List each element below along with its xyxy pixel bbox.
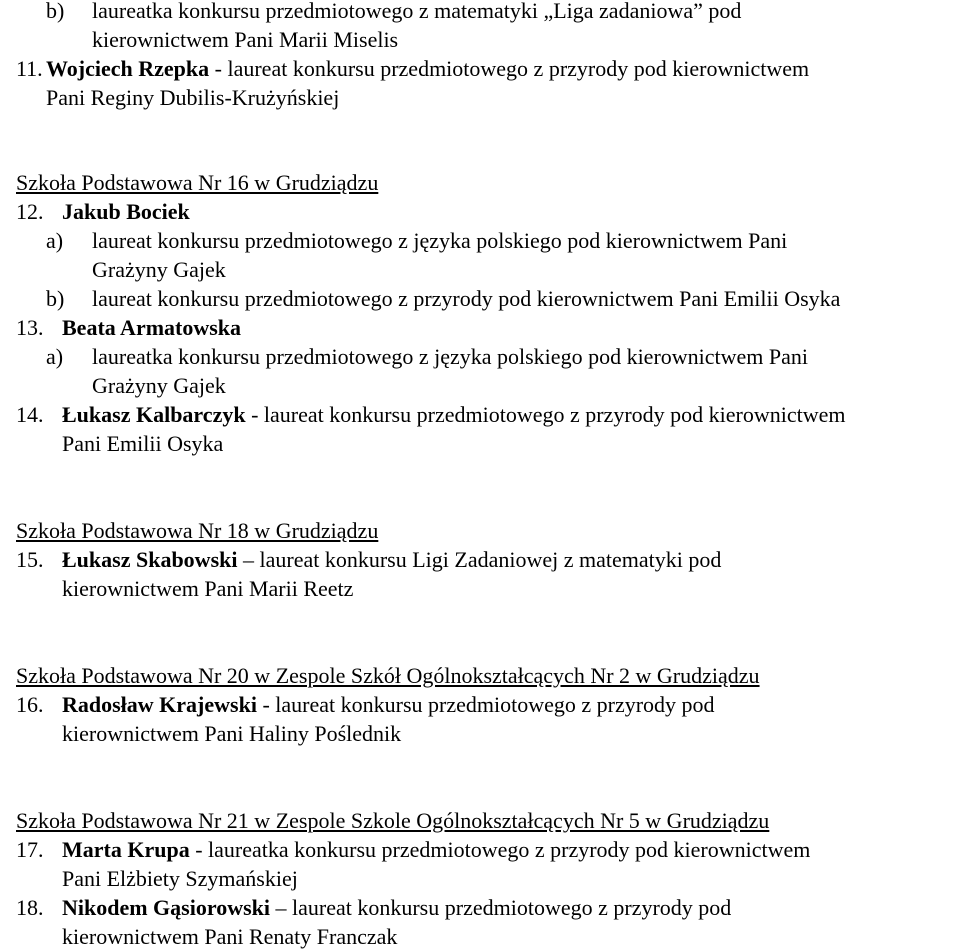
sub-item-text: laureat konkursu przedmiotowego z języka polskiego pod kierownictwem Pani <box>92 228 788 253</box>
item-number: 12. <box>16 199 44 224</box>
laureate-name: Radosław Krajewski <box>62 692 257 717</box>
laureate-name: Łukasz Skabowski <box>62 547 238 572</box>
award-description: - laureat konkursu przedmiotowego z przyrody pod kierownictwem <box>245 402 846 427</box>
sub-item-text: laureatka konkursu przedmiotowego z matematyki „Liga zadaniowa” pod <box>92 0 742 23</box>
sub-item-label: b) <box>46 0 65 23</box>
laureate-name: Beata Armatowska <box>62 315 242 340</box>
award-description: - laureatka konkursu przedmiotowego z przyrody pod kierownictwem <box>189 837 811 862</box>
sub-item-text: laureat konkursu przedmiotowego z przyrody pod kierownictwem Pani Emilii Osyka <box>92 286 841 311</box>
item-text <box>62 893 731 922</box>
laureate-name: Wojciech Rzepka <box>46 56 210 81</box>
award-description: - laureat konkursu przedmiotowego z przyrody pod <box>256 692 715 717</box>
item-text-continued: kierownictwem Pani Haliny Poślednik <box>62 721 402 746</box>
item-text <box>62 690 715 719</box>
laureate-name: Marta Krupa <box>62 837 190 862</box>
sub-item-label: b) <box>46 286 65 311</box>
award-description: – laureat konkursu Ligi Zadaniowej z matematyki pod <box>237 547 722 572</box>
school-heading: Szkoła Podstawowa Nr 16 w Grudziądzu <box>16 170 379 195</box>
item-number: 15. <box>16 547 44 572</box>
laureate-name: Nikodem Gąsiorowski <box>62 895 271 920</box>
sub-item-label: a) <box>46 344 64 369</box>
school-heading: Szkoła Podstawowa Nr 18 w Grudziądzu <box>16 518 379 543</box>
sub-item-text-continued: Grażyny Gajek <box>92 257 226 282</box>
item-number: 11. <box>16 56 43 81</box>
item-number: 14. <box>16 402 44 427</box>
item-number: 18. <box>16 895 44 920</box>
award-description: – laureat konkursu przedmiotowego z przyrody pod <box>270 895 732 920</box>
school-heading: Szkoła Podstawowa Nr 21 w Zespole Szkole Ogólnokształcących Nr 5 w Grudziądzu <box>16 808 770 833</box>
item-text-continued: Pani Elżbiety Szymańskiej <box>62 866 298 891</box>
item-number: 13. <box>16 315 44 340</box>
item-text <box>62 400 846 429</box>
item-number: 17. <box>16 837 44 862</box>
sub-item-text-continued: Grażyny Gajek <box>92 373 226 398</box>
item-text-continued: kierownictwem Pani Renaty Franczak <box>62 924 398 949</box>
laureate-name: Jakub Bociek <box>62 199 190 224</box>
item-text <box>62 545 721 574</box>
award-description: - laureat konkursu przedmiotowego z przyrody pod kierownictwem <box>209 56 810 81</box>
item-text-continued: Pani Emilii Osyka <box>62 431 224 456</box>
sub-item-text-continued: kierownictwem Pani Marii Miselis <box>92 27 399 52</box>
school-heading: Szkoła Podstawowa Nr 20 w Zespole Szkół Ogólnokształcących Nr 2 w Grudziądzu <box>16 663 760 688</box>
sub-item-label: a) <box>46 228 64 253</box>
item-number: 16. <box>16 692 44 717</box>
item-text <box>46 54 809 83</box>
item-text <box>62 835 810 864</box>
item-text-continued: kierownictwem Pani Marii Reetz <box>62 576 354 601</box>
item-text-continued: Pani Reginy Dubilis-Krużyńskiej <box>46 85 340 110</box>
laureate-name: Łukasz Kalbarczyk <box>62 402 246 427</box>
sub-item-text: laureatka konkursu przedmiotowego z języka polskiego pod kierownictwem Pani <box>92 344 809 369</box>
